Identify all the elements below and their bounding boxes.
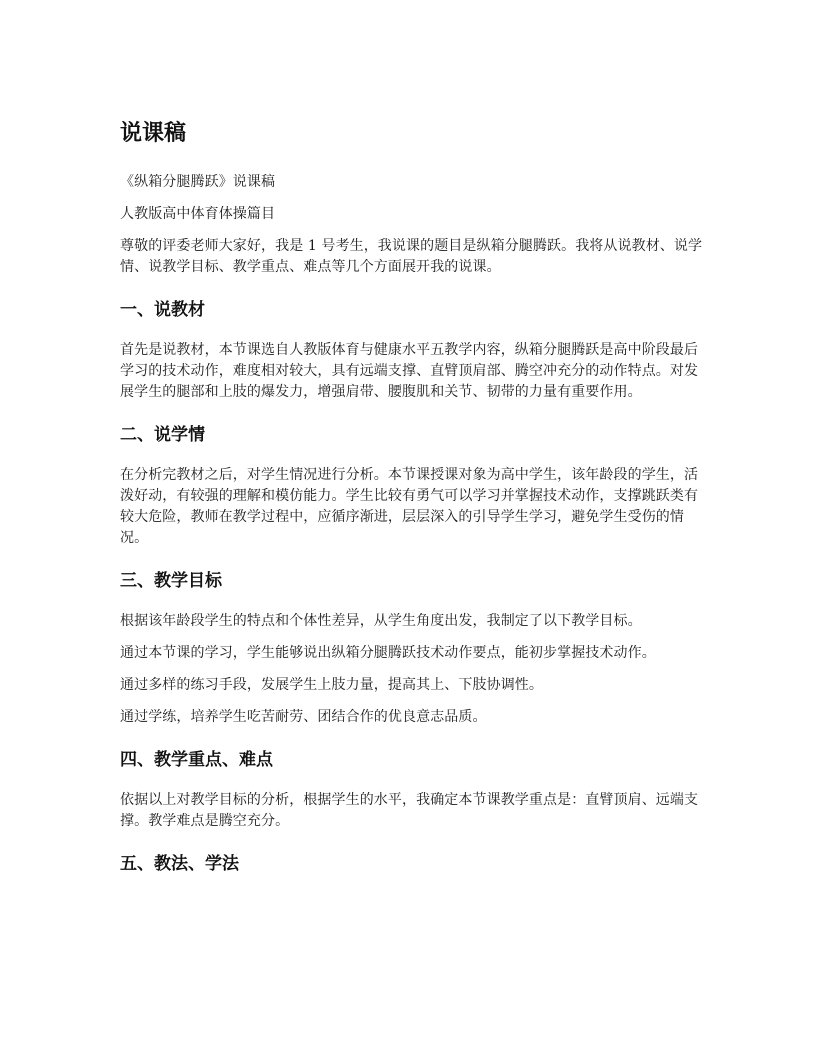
document-source: 人教版高中体育体操篇目 [120,206,276,222]
section-heading-objectives: 三、教学目标 [120,571,222,591]
document-title: 说课稿 [120,121,187,146]
objectives-paragraph-2: 通过本节课的学习，学生能够说出纵箱分腿腾跃技术动作要点，能初步掌握技术动作。 [120,645,656,661]
section-heading-methods: 五、教法、学法 [120,854,239,874]
objectives-paragraph-4: 通过学练，培养学生吃苦耐劳、团结合作的优良意志品质。 [120,709,487,725]
document-page [120,118,710,894]
objectives-paragraph-1: 根据该年龄段学生的特点和个体性差异，从学生角度出发，我制定了以下教学目标。 [120,613,642,629]
students-paragraph: 在分析完教材之后，对学生情况进行分析。本节课授课对象为高中学生，该年龄段的学生，活泼好动，有较强的理解和模仿能力。学生比较有勇气可以学习并掌握技术动作，支撑跳跃类有较大危险，教师在教学过程中，应循序渐进，层层深入的引导学生学习，避免学生受伤的情况。 [120,467,699,546]
intro-paragraph: 尊敬的评委老师大家好，我是 1 号考生，我说课的题目是纵箱分腿腾跃。我将从说教材、说学情、说教学目标、教学重点、难点等几个方面展开我的说课。 [120,238,703,275]
document-subtitle: 《纵箱分腿腾跃》说课稿 [120,174,276,190]
section-heading-students: 二、说学情 [120,425,205,445]
section-heading-textbook: 一、说教材 [120,300,205,320]
key-points-paragraph: 依据以上对教学目标的分析，根据学生的水平，我确定本节课教学重点是：直臂顶肩、远端支撑。教学难点是腾空充分。 [120,792,699,829]
textbook-paragraph: 首先是说教材，本节课选自人教版体育与健康水平五教学内容，纵箱分腿腾跃是高中阶段最后学习的技术动作，难度相对较大，具有远端支撑、直臂顶肩部、腾空冲充分的动作特点。对发展学生的腿部和上肢的爆发力，增强肩带、腰腹肌和关节、韧带的力量有重要作用。 [120,342,699,400]
section-heading-key-points: 四、教学重点、难点 [120,750,273,770]
objectives-paragraph-3: 通过多样的练习手段，发展学生上肢力量，提高其上、下肢协调性。 [120,677,543,693]
